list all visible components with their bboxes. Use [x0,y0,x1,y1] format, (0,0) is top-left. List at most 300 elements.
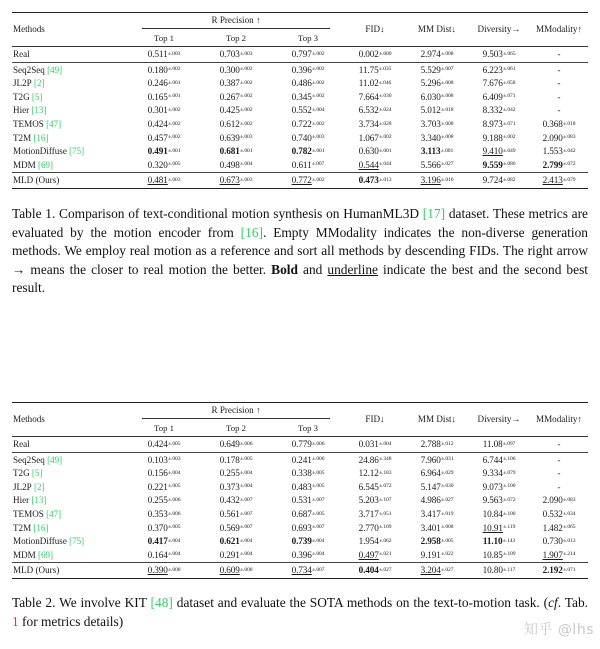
results-table-humanml3d [12,12,588,190]
citation-link[interactable]: [49] [47,454,63,465]
metric-mantissa: 0.722 [291,118,312,129]
cell-top2 [200,454,272,468]
caption-1-label: Table 1. [12,206,56,221]
cell-mmodality [530,159,588,173]
citation-link[interactable]: [47] [46,508,62,519]
cell-mmodality [530,48,588,62]
metric-value [148,456,181,466]
cell-mmodality [530,104,588,118]
metric-mantissa: 11.75 [358,64,379,75]
citation-link[interactable]: [13] [31,105,47,116]
metric-mantissa: 5.147 [420,481,441,492]
caption-2-text-2: dataset and evaluate the SOTA methods on the text-to-motion task. ( [172,595,549,610]
metric-stderr: ±.004 [240,161,253,168]
metric-stderr: ±.001 [440,147,454,154]
citation-link[interactable]: [49] [47,64,63,75]
cell-top2 [200,145,272,159]
cell-top1 [128,564,200,578]
cell-top2 [200,174,272,188]
metric-value [483,147,516,157]
metric-value [292,483,325,493]
caption-1-text-1: Comparison of text-conditional motion synthesis on HumanML3D [55,206,423,221]
cell-fid [344,118,406,132]
cell-mmdist [406,549,468,563]
metric-stderr: ±.004 [168,551,181,558]
cell-fid [344,104,406,118]
metric-stderr: ±.042 [563,147,576,154]
metric-value [543,176,576,186]
caption-1-citation-17[interactable]: [17] [422,206,446,221]
metric-stderr: ±.001 [312,147,325,154]
metric-mantissa: 0.291 [219,549,240,560]
table-2-header-row [12,404,588,421]
metric-stderr: ±.004 [240,469,253,476]
metric-value [483,120,516,130]
metric-value [421,93,454,103]
results-table-kit [12,402,588,580]
caption-1-citation-16[interactable]: [16] [240,224,263,240]
citation-link[interactable]: [16] [33,522,49,533]
metric-stderr: ±.027 [441,497,454,503]
caption-2-ref-table1[interactable]: 1 [12,613,19,629]
metric-stderr: ±.006 [312,456,325,463]
cell-fid [344,91,406,105]
metric-stderr: ±.003 [167,50,181,57]
cell-diversity [468,522,530,536]
cell-top2 [200,64,272,78]
metric-value [359,106,392,116]
method-label: Seq2Seq [13,454,45,465]
metric-stderr: ±.002 [240,120,253,127]
citation-link[interactable]: [75] [69,146,85,157]
method-name-cell [12,549,128,563]
metric-stderr: ±.002 [240,107,253,113]
metric-value [421,134,454,144]
table-row [12,145,588,159]
method-label: Real [13,49,30,60]
method-label: Hier [13,495,30,506]
metric-mantissa: 5.012 [420,105,441,116]
metric-value [148,496,181,506]
metric-stderr: ±.002 [240,79,253,86]
metric-stderr: ±.006 [312,440,325,447]
col2-header-methods: Methods [13,414,45,425]
cell-mmodality [530,535,588,549]
citation-link[interactable]: [2] [33,481,45,492]
metric-mantissa: 3.703 [420,118,441,129]
metric-stderr: ±.004 [312,551,325,558]
metric-value [292,510,325,520]
metric-stderr: ±.002 [379,134,392,141]
col-header-mmodality: MModality↑ [536,24,582,35]
metric-stderr: ±.008 [441,50,454,57]
cell-mmodality [530,118,588,132]
citation-link[interactable]: [75] [69,536,85,547]
method-name-cell [12,159,128,173]
cell-fid [344,438,406,452]
metric-value [148,120,181,130]
metric-value [148,147,181,157]
metric-stderr: ±.000 [379,50,392,57]
metric-stderr: ±.119 [503,524,516,531]
cell-mmodality [530,438,588,452]
cell-top2 [200,549,272,563]
metric-stderr: ±.002 [240,66,253,73]
metric-mantissa: 0.267 [219,91,240,102]
metric-stderr: ±.049 [503,147,516,154]
metric-value [220,161,253,171]
metric-mantissa: 0.180 [147,64,168,75]
metric-mantissa: 0.320 [147,159,168,170]
table-row [12,535,588,549]
metric-mantissa: 2.974 [420,48,441,59]
metric-mantissa: 0.612 [219,118,240,129]
method-name-cell [12,467,128,481]
metric-stderr: ±.003 [240,50,253,57]
metric-value [543,524,576,534]
metric-stderr: ±.051 [379,510,392,517]
metric-value [359,134,392,144]
col2-header-top2: Top 2 [226,422,246,433]
metric-value [220,566,253,576]
metric-value [421,483,454,493]
metric-value [292,537,325,547]
metric-stderr: ±.008 [441,524,454,531]
cell-mmdist [406,77,468,91]
metric-mantissa: 0.779 [291,438,312,449]
method-label: T2G [13,91,30,102]
table-bottom-rule [12,578,588,580]
metric-mantissa: 0.630 [358,146,379,157]
cell-mmdist [406,145,468,159]
metric-stderr: ±.082 [503,176,516,183]
metric-value [543,120,576,130]
empty-value: - [557,468,561,479]
cell-mmodality [530,145,588,159]
metric-value [148,551,181,561]
metric-stderr: ±.001 [240,147,253,154]
method-name-cell [12,522,128,536]
caption-2-label: Table 2. [12,595,56,610]
metric-value [421,79,454,89]
metric-stderr: ±.007 [240,497,253,503]
cell-top1 [128,64,200,78]
citation-link[interactable]: [5] [31,91,43,102]
metric-mantissa: 6.532 [358,105,379,116]
metric-stderr: ±.214 [563,551,576,558]
metric-stderr: ±.002 [503,134,516,141]
metric-mantissa: 0.687 [291,508,312,519]
metric-stderr: ±.061 [503,66,516,73]
metric-stderr: ±.012 [441,440,454,447]
metric-stderr: ±.027 [441,566,454,573]
cell-top1 [128,454,200,468]
metric-stderr: ±.007 [240,510,253,517]
metric-value [359,496,392,506]
cell-mmdist [406,118,468,132]
metric-value [543,510,576,520]
cell-top3 [272,91,344,105]
metric-value [292,469,325,479]
cell-mmdist [406,174,468,188]
metric-stderr: ±.065 [563,524,576,531]
metric-stderr: ±.008 [441,120,454,127]
metric-stderr: ±.002 [312,120,325,127]
metric-value [292,106,325,116]
cell-fid [344,535,406,549]
metric-value [148,440,181,450]
metric-mantissa: 0.300 [219,64,240,75]
metric-mantissa: 10.84 [482,508,503,519]
metric-mantissa: 24.86 [358,454,379,465]
metric-mantissa: 3.196 [420,175,441,186]
metric-mantissa: 0.031 [358,438,379,449]
metric-value [483,106,516,116]
empty-value: - [557,481,561,492]
metric-value [421,510,454,520]
metric-mantissa: 0.483 [291,481,312,492]
metric-mantissa: 0.649 [219,438,240,449]
metric-value [421,106,454,116]
metric-stderr: ±.006 [168,497,181,503]
method-label: Real [13,439,30,450]
metric-mantissa: 7.676 [482,78,503,89]
metric-mantissa: 0.370 [147,522,168,533]
cell-top1 [128,118,200,132]
metric-value [359,537,392,547]
metric-mantissa: 0.609 [219,565,240,576]
metric-mantissa: 9.724 [482,175,503,186]
metric-mantissa: 0.373 [219,481,240,492]
cell-top2 [200,104,272,118]
col-header-mmdist: MM Dist↓ [417,24,457,35]
metric-value [483,469,516,479]
citation-link[interactable]: [69] [38,159,53,170]
citation-link[interactable]: [5] [31,468,43,479]
cell-top2 [200,77,272,91]
metric-stderr: ±.348 [379,456,392,463]
citation-link[interactable]: [47] [46,118,62,129]
metric-value [220,176,253,186]
metric-value [220,120,253,130]
cell-mmdist [406,481,468,495]
metric-mantissa: 6.744 [482,454,503,465]
metric-stderr: ±.083 [563,497,576,503]
cell-top1 [128,104,200,118]
col2-header-diversity: Diversity→ [477,414,521,425]
metric-value [220,537,253,547]
cell-diversity [468,118,530,132]
metric-stderr: ±.004 [168,537,181,544]
metric-mantissa: 1.482 [542,522,563,533]
metric-mantissa: 0.338 [291,468,312,479]
metric-mantissa: 0.221 [147,481,168,492]
table-row [12,64,588,78]
metric-stderr: ±.005 [168,161,181,168]
metric-stderr: ±.109 [379,524,392,531]
metric-mantissa: 3.204 [420,565,441,576]
citation-link[interactable]: [69] [38,549,53,560]
metric-value [483,551,516,561]
metric-mantissa: 0.417 [147,536,168,547]
table-row [12,494,588,508]
metric-stderr: ±.007 [312,566,325,573]
metric-mantissa: 8.973 [482,118,503,129]
cell-mmdist [406,132,468,146]
table-row [12,104,588,118]
method-name-cell [12,118,128,132]
cell-fid [344,494,406,508]
cell-diversity [468,104,530,118]
table-header-row [12,14,588,31]
metric-value [292,134,325,144]
metric-mantissa: 0.246 [147,78,168,89]
metric-value [359,176,392,186]
metric-mantissa: 0.241 [291,454,312,465]
metric-stderr: ±.002 [312,66,325,73]
metric-mantissa: 0.491 [147,146,168,157]
table-1-body [12,48,588,190]
caption-1-text-5: indicate the best and the second best result. [12,261,589,296]
metric-stderr: ±.106 [503,456,516,463]
cell-diversity [468,174,530,188]
cell-fid [344,522,406,536]
table-bottom-rule [12,188,588,190]
cell-top3 [272,64,344,78]
metric-value [483,50,516,60]
metric-mantissa: 0.301 [147,105,168,116]
metric-stderr: ±.005 [240,456,253,463]
metric-value [359,440,392,450]
metric-value [359,551,392,561]
metric-value [220,66,253,76]
metric-stderr: ±.028 [379,120,392,127]
metric-stderr: ±.034 [563,510,576,517]
cell-diversity [468,535,530,549]
metric-value [148,524,181,534]
metric-value [421,50,454,60]
metric-value [421,66,454,76]
metric-mantissa: 0.703 [219,48,240,59]
metric-stderr: ±.002 [168,107,181,113]
metric-mantissa: 10.85 [482,549,503,560]
metric-value [359,524,392,534]
citation-link[interactable]: [2] [33,78,45,89]
metric-mantissa: 2.788 [420,438,441,449]
metric-value [220,147,253,157]
metric-mantissa: 0.497 [358,549,379,560]
cell-top3 [272,467,344,481]
metric-value [220,510,253,520]
metric-mantissa: 0.569 [219,522,240,533]
metric-mantissa: 0.621 [219,536,240,547]
cell-top2 [200,132,272,146]
cell-top2 [200,494,272,508]
method-name-cell [12,145,128,159]
metric-stderr: ±.013 [563,537,576,544]
cell-top3 [272,535,344,549]
cell-top3 [272,48,344,62]
metric-mantissa: 0.681 [219,146,240,157]
metric-stderr: ±.002 [168,134,181,141]
citation-link[interactable]: [16] [33,132,49,143]
metric-stderr: ±.008 [240,566,253,573]
cell-diversity [468,564,530,578]
cell-top2 [200,48,272,62]
metric-stderr: ±.086 [503,161,516,168]
table-row [12,48,588,62]
cell-mmodality [530,508,588,522]
metric-mantissa: 2.090 [542,132,563,143]
cell-fid [344,132,406,146]
metric-value [220,106,253,116]
metric-value [220,79,253,89]
metric-stderr: ±.005 [312,469,325,476]
metric-value [148,93,181,103]
empty-value: - [557,78,561,89]
table-row [12,508,588,522]
caption-2-citation-48[interactable]: [48] [150,595,173,610]
empty-value: - [557,91,561,102]
cell-diversity [468,159,530,173]
metric-stderr: ±.005 [168,483,181,490]
cell-diversity [468,494,530,508]
metric-value [292,551,325,561]
col-header-top2: Top 2 [226,32,246,43]
metric-stderr: ±.071 [563,566,576,573]
citation-link[interactable]: [13] [31,495,47,506]
table-2-block [12,402,588,580]
metric-mantissa: 1.067 [358,132,379,143]
metric-mantissa: 2.958 [420,536,441,547]
metric-mantissa: 9.191 [420,549,441,560]
metric-value [220,50,253,60]
metric-stderr: ±.004 [240,483,253,490]
metric-mantissa: 0.387 [219,78,240,89]
cell-top1 [128,174,200,188]
metric-mantissa: 0.396 [291,64,312,75]
cell-top2 [200,159,272,173]
cell-top1 [128,48,200,62]
cell-top2 [200,535,272,549]
col2-header-mmdist: MM Dist↓ [417,414,457,425]
metric-stderr: ±.001 [168,79,181,86]
metric-mantissa: 3.717 [358,508,379,519]
metric-mantissa: 0.486 [291,78,312,89]
metric-value [292,66,325,76]
metric-value [292,566,325,576]
cell-top1 [128,481,200,495]
metric-value [292,120,325,130]
metric-stderr: ±.004 [379,440,392,447]
metric-mantissa: 6.545 [358,481,379,492]
cell-top3 [272,481,344,495]
metric-stderr: ±.024 [379,107,392,113]
metric-mantissa: 2.770 [358,522,379,533]
metric-value [292,524,325,534]
cell-top3 [272,494,344,508]
metric-value [292,93,325,103]
metric-mantissa: 9.563 [482,495,503,506]
metric-mantissa: 1.553 [542,146,563,157]
cell-mmdist [406,91,468,105]
method-label: MotionDiffuse [13,146,67,157]
metric-value [148,510,181,520]
cell-mmodality [530,454,588,468]
metric-stderr: ±.001 [168,147,181,154]
cell-top3 [272,508,344,522]
empty-value: - [557,439,561,450]
